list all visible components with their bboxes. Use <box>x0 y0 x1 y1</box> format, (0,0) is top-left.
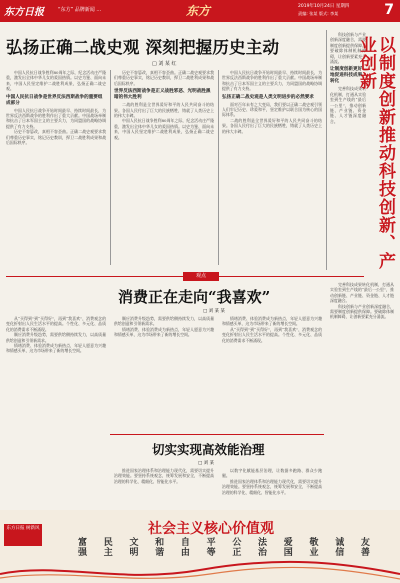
article3-paragraph: 情绪消费、体验消费成为新热点，年轻人愿意为兴趣和情感买单，这为市场带来了新的增长空间。 <box>114 326 214 338</box>
article1-paragraph: 二战的胜利是全世界爱好和平的人民共同奋斗的结果。各国人民付出了巨大的民族牺牲，铸就了人类历史上的伟大丰碑。 <box>222 117 322 134</box>
core-value-char: 公 <box>232 538 242 548</box>
core-value <box>207 538 216 558</box>
column-divider <box>326 30 327 270</box>
article3-paragraph: 顺应消费升级趋势，需要供给侧持续发力，以高质量供给创造和引领新需求。 <box>6 332 106 343</box>
consumer-headline: 消费正在走向“我喜欢” <box>118 288 271 306</box>
article2-headline: 以制度创新推动科技创新、产业创新 <box>356 36 395 270</box>
article3-col1 <box>6 316 106 354</box>
main-headline: 弘扬正确二战史观 深刻把握历史主动 <box>6 38 280 57</box>
core-value <box>309 538 318 558</box>
article1-col2 <box>114 70 214 140</box>
article2-paragraph: 科技创新与产业创新深度融合，需要制度创新提供保障。要破除体制机制障碍，让创新要素充分涌流。 <box>330 303 394 320</box>
article1-subheading: 弘扬正确二战史观是人类文明进步的必然要求 <box>222 94 314 100</box>
article1-col3 <box>222 70 322 134</box>
main-author: □ 刘 某 红 <box>152 61 177 67</box>
article4-paragraph: 以数字化赋能基层治理，让数据多跑路、群众少跑腿。 <box>222 468 322 479</box>
article2-paragraph: 完善科技成果转化机制，打通从实验室到生产线的“最后一公里”，推动创新链、产业链、资金链、人才链深度融合。 <box>330 86 366 124</box>
core-value <box>129 538 138 558</box>
core-value <box>232 538 241 558</box>
core-value-char: 由 <box>180 548 190 558</box>
core-value <box>284 538 293 558</box>
consumer-author: □ 刘 某 某 <box>203 309 226 314</box>
banner-title: 社会主义核心价值观 <box>148 521 274 537</box>
core-value-char: 国 <box>283 548 293 558</box>
article1-paragraph: 面对百年未有之大变局，我们要以正确二战史观引领人们牢记历史、珍爱和平，坚定维护以联合国为核心的国际体系。 <box>222 101 322 118</box>
governance-headline: 切实实现高效能治理 <box>152 442 265 457</box>
core-value-char: 富 <box>78 538 88 548</box>
article1-subheading: 世界反法西斯战争是正义战胜邪恶、光明战胜黑暗的伟大胜利 <box>114 89 211 101</box>
core-value <box>104 538 113 558</box>
core-value-char: 和 <box>155 538 165 548</box>
core-value <box>155 538 164 558</box>
core-value <box>258 538 267 558</box>
core-value-char: 信 <box>335 548 345 558</box>
masthead-slogan: “东方” 品牌新闻 ... <box>58 7 102 13</box>
core-value-char: 等 <box>206 548 216 558</box>
article4-col2 <box>222 468 322 495</box>
core-value-char: 文 <box>129 538 139 548</box>
core-value-char: 谐 <box>155 548 165 558</box>
core-value-char: 主 <box>103 548 113 558</box>
core-value-char: 正 <box>232 548 242 558</box>
article2-continued <box>330 282 394 320</box>
decorative-swirl-icon <box>0 560 400 583</box>
article2-paragraph: 完善科技成果转化机制，打通从实验室到生产线的“最后一公里”，推动创新链、产业链、资金链、人才链深度融合。 <box>330 282 394 304</box>
section-label: 观点 <box>183 272 219 281</box>
core-value-char: 法 <box>258 538 268 548</box>
core-value <box>78 538 87 558</box>
banner-left-label: 东方日报 树新风 <box>4 524 42 546</box>
article4-paragraph: 推进国家治理体系和治理能力现代化，需要切实提升治理效能。要坚持系统观念，统筹发展和安全，不断提高治理的科学化、精细化、智能化水平。 <box>114 468 214 484</box>
core-value-char: 善 <box>360 548 370 558</box>
column-divider <box>218 70 219 265</box>
core-value-char: 业 <box>309 548 319 558</box>
article3-paragraph: 情绪消费、体验消费成为新热点，年轻人愿意为兴趣和情感买单，这为市场带来了新的增长空间。 <box>222 316 322 327</box>
core-value-char: 友 <box>360 538 370 548</box>
article-separator <box>110 434 324 435</box>
article1-paragraph: 中国人民抗日战争胜利80周年之际，纪念活动庄严隆重，激发出全体中华儿女的爱国热情。以史为鉴、面向未来，中国人民坚定维护二战胜利成果，弘扬正确二战史观。 <box>6 70 106 92</box>
article3-paragraph: 情绪消费、体验消费成为新热点，年轻人愿意为兴趣和情感买单，这为市场带来了新的增长空间。 <box>6 343 106 354</box>
editor-info: 责编: 张某 版式: 李某 <box>298 11 339 16</box>
core-value-char: 敬 <box>309 538 319 548</box>
newspaper-logo: 东方日报 <box>4 7 44 18</box>
article1-paragraph: 历史不容篡改，真相不容歪曲。正确二战史观要求我们尊重历史事实，铭记历史教训，捍卫二战胜利成果和战后国际秩序。 <box>6 129 106 146</box>
article1-paragraph: 历史不容篡改，真相不容歪曲。正确二战史观要求我们尊重历史事实，铭记历史教训，捍卫二战胜利成果和战后国际秩序。 <box>114 70 214 86</box>
article3-paragraph: 顺应消费升级趋势，需要供给侧持续发力，以高质量供给创造和引领新需求。 <box>114 316 214 327</box>
article2-subheading: 让制度创新更好地促进科技成果转化 <box>330 67 363 85</box>
core-value-char: 明 <box>129 548 139 558</box>
article1-paragraph: 中国人民抗日战争开始时间最早、持续时间最长，为世界反法西斯战争的胜利作出了重大贡献。中国战场牵制和抗击了日本军国主义的主要兵力，为同盟国的战略协调提供了有力支持。 <box>222 70 322 92</box>
core-values-row <box>78 538 370 558</box>
article3-paragraph: 从“买得到”到“买得好”，再到“我喜欢”，消费观念的变化折射出人民生活水平的提高。个性化、多元化、品质化的消费需求不断涌现。 <box>6 316 106 332</box>
article2-paragraph: 科技创新与产业创新深度融合，需要制度创新提供保障。要破除体制机制障碍，让创新要素充分涌流。 <box>330 32 366 65</box>
core-value-char: 诚 <box>335 538 345 548</box>
article1-col1 <box>6 70 106 145</box>
core-value <box>181 538 190 558</box>
core-value <box>335 538 344 558</box>
article1-paragraph: 中国人民抗日战争胜利80周年之际，纪念活动庄严隆重，激发出全体中华儿女的爱国热情。以史为鉴、面向未来，中国人民坚定维护二战胜利成果，弘扬正确二战史观。 <box>114 118 214 140</box>
core-value-char: 自 <box>180 538 190 548</box>
article3-col3 <box>222 316 322 343</box>
issue-date: 2019年10月24日 星期四 <box>298 4 350 9</box>
core-value-char: 民 <box>103 538 113 548</box>
core-value-char: 强 <box>78 548 88 558</box>
core-value-char: 治 <box>258 548 268 558</box>
governance-author: □ 刘 某 <box>198 461 215 466</box>
core-value <box>361 538 370 558</box>
article3-paragraph: 从“买得到”到“买得好”，再到“我喜欢”，消费观念的变化折射出人民生活水平的提高。个性化、多元化、品质化的消费需求不断涌现。 <box>222 326 322 343</box>
core-values-banner <box>0 510 400 583</box>
article4-col1 <box>114 468 214 484</box>
page-number: 7 <box>384 2 394 18</box>
section-name: 东方 <box>186 4 211 18</box>
article1-paragraph: 二战的胜利是全世界爱好和平的人民共同奋斗的结果。各国人民付出了巨大的民族牺牲，铸就了人类历史上的伟大丰碑。 <box>114 102 214 119</box>
core-value-char: 平 <box>206 538 216 548</box>
article4-paragraph: 推进国家治理体系和治理能力现代化，需要切实提升治理效能。要坚持系统观念，统筹发展和安全，不断提高治理的科学化、精细化、智能化水平。 <box>222 478 322 495</box>
masthead <box>0 0 400 22</box>
article1-paragraph: 中国人民抗日战争开始时间最早、持续时间最长，为世界反法西斯战争的胜利作出了重大贡献。中国战场牵制和抗击了日本军国主义的主要兵力，为同盟国的战略协调提供了有力支持。 <box>6 107 106 129</box>
core-value-char: 爱 <box>283 538 293 548</box>
article1-subheading: 中国人民抗日战争是世界反法西斯战争的重要组成部分 <box>6 94 103 106</box>
column-divider <box>110 70 111 265</box>
article3-col2 <box>114 316 214 338</box>
